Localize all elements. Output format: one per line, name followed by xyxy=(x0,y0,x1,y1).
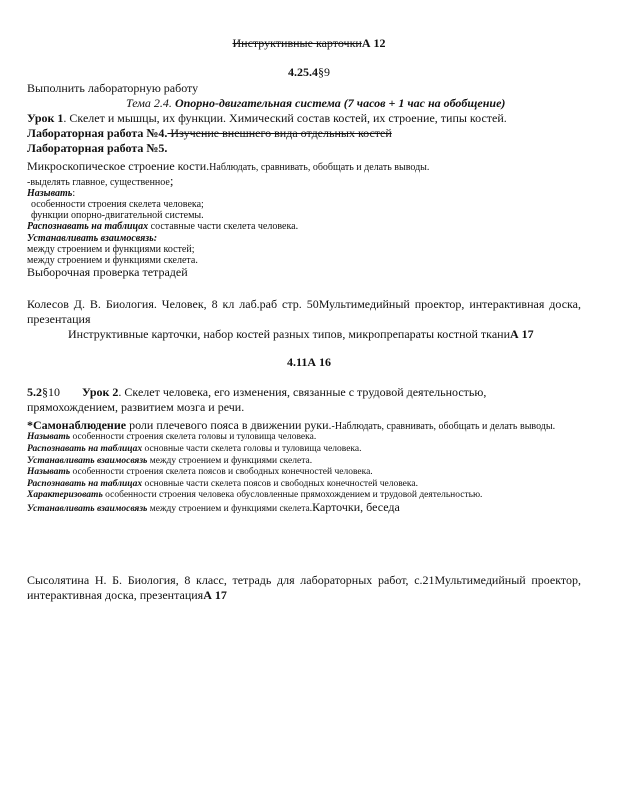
instruction-line: Выполнить лабораторную работу xyxy=(27,81,199,95)
highlight-line: -выделять главное, существенное; xyxy=(27,173,174,188)
establish-label: Устанавливать взаимосвязь: xyxy=(27,233,158,244)
task-line: Распознавать на таблицах основные части скелета поясов и свободных конечностей человека. xyxy=(27,479,418,489)
lab-work-5-line: Лабораторная работа №5. xyxy=(27,141,168,155)
lesson-2-line: 5.2§10 Урок 2. Скелет человека, его изменения, связанные с трудовой деятельностью, xyxy=(27,385,487,399)
name-label-line: Называть: xyxy=(27,188,76,199)
page-title: Инструктивные карточкиА 12 xyxy=(232,36,386,50)
reference-2-line-2: интерактивная доска, презентацияА 17 xyxy=(27,588,227,602)
task-line: Устанавливать взаимосвязь между строением и функциями скелета.Карточки, беседа xyxy=(27,500,400,514)
theme-line: Тема 2.4. Опорно-двигательная система (7 часов + 1 час на обобщение) xyxy=(126,96,506,110)
reference-1-line-2: презентация xyxy=(27,312,91,326)
materials-line: Инструктивные карточки, набор костей разных типов, микропрепараты костной тканиА 17 xyxy=(68,327,534,341)
reference-2-line-1: Сысолятина Н. Б. Биология, 8 класс, тетрадь для лабораторных работ, с.21Мультимедийный проектор, xyxy=(27,573,581,587)
lesson-1-line: Урок 1. Скелет и мышцы, их функции. Химический состав костей, их строение, типы костей. xyxy=(27,111,507,125)
list-item: функции опорно-двигательной системы. xyxy=(31,210,204,221)
self-observation-line: *Самонаблюдение роли плечевого пояса в движении руки.-Наблюдать, сравнивать, обобщать и делать выводы. xyxy=(27,418,556,432)
list-item: особенности строения скелета человека; xyxy=(31,199,204,210)
recognize-line: Распознавать на таблицах составные части скелета человека. xyxy=(27,221,299,232)
date-line-2: 4.11А 16 xyxy=(286,355,331,369)
date-line-1: 4.25.4§9 xyxy=(288,65,330,79)
lab-work-4-line: Лабораторная работа №4. Изучение внешнего вида отдельных костей xyxy=(27,126,392,140)
task-line: Называть особенности строения скелета головы и туловища человека. xyxy=(27,432,317,442)
task-line: Устанавливать взаимосвязь между строением и функциями скелета. xyxy=(27,456,313,466)
task-line: Распознавать на таблицах основные части скелета головы и туловища человека. xyxy=(27,444,362,454)
lesson-2-line-2: прямохождением, развитием мозга и речи. xyxy=(27,400,245,414)
list-item: между строением и функциями скелета. xyxy=(27,255,198,266)
task-line: Характеризовать особенности строения человека обусловленные прямохождением и трудовой деятельностью. xyxy=(27,490,483,500)
task-line: Называть особенности строения скелета поясов и свободных конечностей человека. xyxy=(27,467,373,477)
list-item: между строением и функциями костей; xyxy=(27,244,195,255)
reference-1-line-1: Колесов Д. В. Биология. Человек, 8 кл лаб.раб стр. 50Мультимедийный проектор, интерактивная доска, xyxy=(27,297,581,311)
notebook-check-line: Выборочная проверка тетрадей xyxy=(27,265,188,279)
microscopy-line: Микроскопическое строение кости.Наблюдать, сравнивать, обобщать и делать выводы. xyxy=(27,159,430,173)
